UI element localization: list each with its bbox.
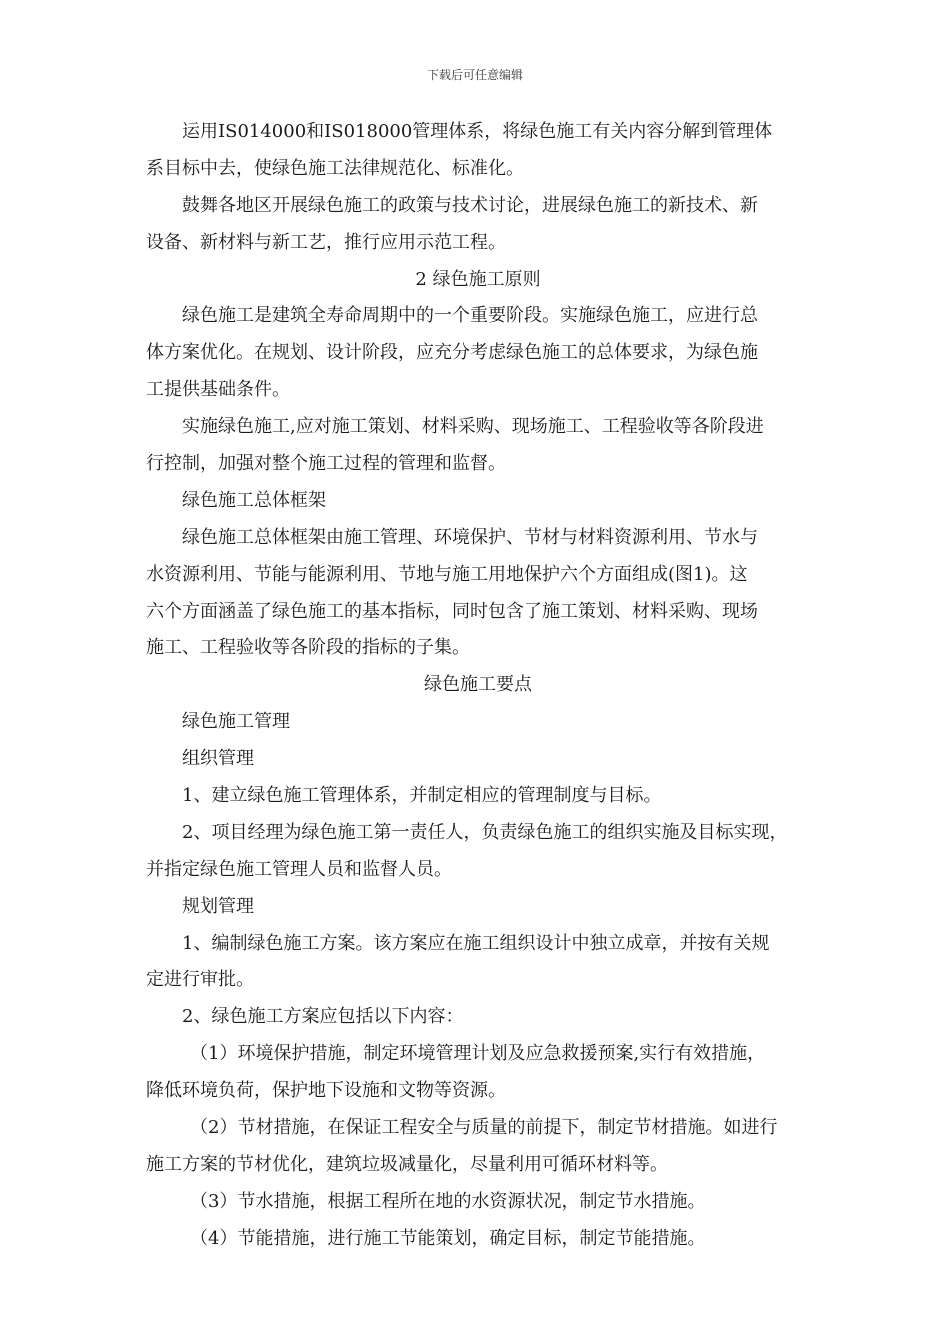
text-line: 鼓舞各地区开展绿色施工的政策与技术讨论，进展绿色施工的新技术、新 xyxy=(182,194,758,216)
text-line: 2、绿色施工方案应包括以下内容： xyxy=(182,1006,464,1028)
text-line: 组织管理 xyxy=(182,748,254,770)
text-line: 行控制，加强对整个施工过程的管理和监督。 xyxy=(146,453,506,475)
text-line: 水资源利用、节能与能源利用、节地与施工用地保护六个方面组成(图1)。这 xyxy=(146,563,748,585)
document-body xyxy=(146,122,810,1266)
text-line: （4）节能措施，进行施工节能策划，确定目标，制定节能措施。 xyxy=(190,1227,706,1249)
text-line: 绿色施工总体框架由施工管理、环境保护、节材与材料资源利用、节水与 xyxy=(182,526,758,548)
text-line: 1、编制绿色施工方案。该方案应在施工组织设计中独立成章，并按有关规 xyxy=(182,932,770,954)
text-line: 2 绿色施工原则 xyxy=(415,268,541,290)
text-line: 施工、工程验收等各阶段的指标的子集。 xyxy=(146,637,470,659)
page-header: 下载后可任意编辑 xyxy=(426,68,523,82)
text-line: 绿色施工总体框架 xyxy=(182,489,326,511)
text-line: 并指定绿色施工管理人员和监督人员。 xyxy=(146,858,452,880)
text-line: （1）环境保护措施，制定环境管理计划及应急救援预案,实行有效措施， xyxy=(190,1043,766,1065)
text-line: 体方案优化。在规划、设计阶段，应充分考虑绿色施工的总体要求，为绿色施 xyxy=(146,342,758,364)
text-line: 六个方面涵盖了绿色施工的基本指标，同时包含了施工策划、材料采购、现场 xyxy=(146,600,758,622)
text-line: 实施绿色施工,应对施工策划、材料采购、现场施工、工程验收等各阶段进 xyxy=(182,416,764,438)
text-line: 运用IS014000和IS018000管理体系，将绿色施工有关内容分解到管理体 xyxy=(182,121,773,142)
text-line: 系目标中去，使绿色施工法律规范化、标准化。 xyxy=(146,157,524,179)
text-line: （3）节水措施，根据工程所在地的水资源状况，制定节水措施。 xyxy=(190,1190,706,1212)
text-line: 工提供基础条件。 xyxy=(146,379,290,401)
text-line: 绿色施工是建筑全寿命周期中的一个重要阶段。实施绿色施工，应进行总 xyxy=(182,305,758,327)
text-line: 施工方案的节材优化，建筑垃圾减量化，尽量利用可循环材料等。 xyxy=(146,1153,668,1175)
text-line: 绿色施工管理 xyxy=(182,711,290,733)
text-line: 定进行审批。 xyxy=(146,969,254,991)
text-line: （2）节材措施，在保证工程安全与质量的前提下，制定节材措施。如进行 xyxy=(190,1117,778,1139)
text-line: 规划管理 xyxy=(182,895,254,917)
text-line: 设备、新材料与新工艺，推行应用示范工程。 xyxy=(146,231,506,253)
text-line: 2、项目经理为绿色施工第一责任人，负责绿色施工的组织实施及目标实现， xyxy=(182,821,788,843)
text-line: 绿色施工要点 xyxy=(424,674,532,696)
text-line: 1、建立绿色施工管理体系，并制定相应的管理制度与目标。 xyxy=(182,785,662,807)
text-line: 降低环境负荷，保护地下设施和文物等资源。 xyxy=(146,1080,506,1102)
